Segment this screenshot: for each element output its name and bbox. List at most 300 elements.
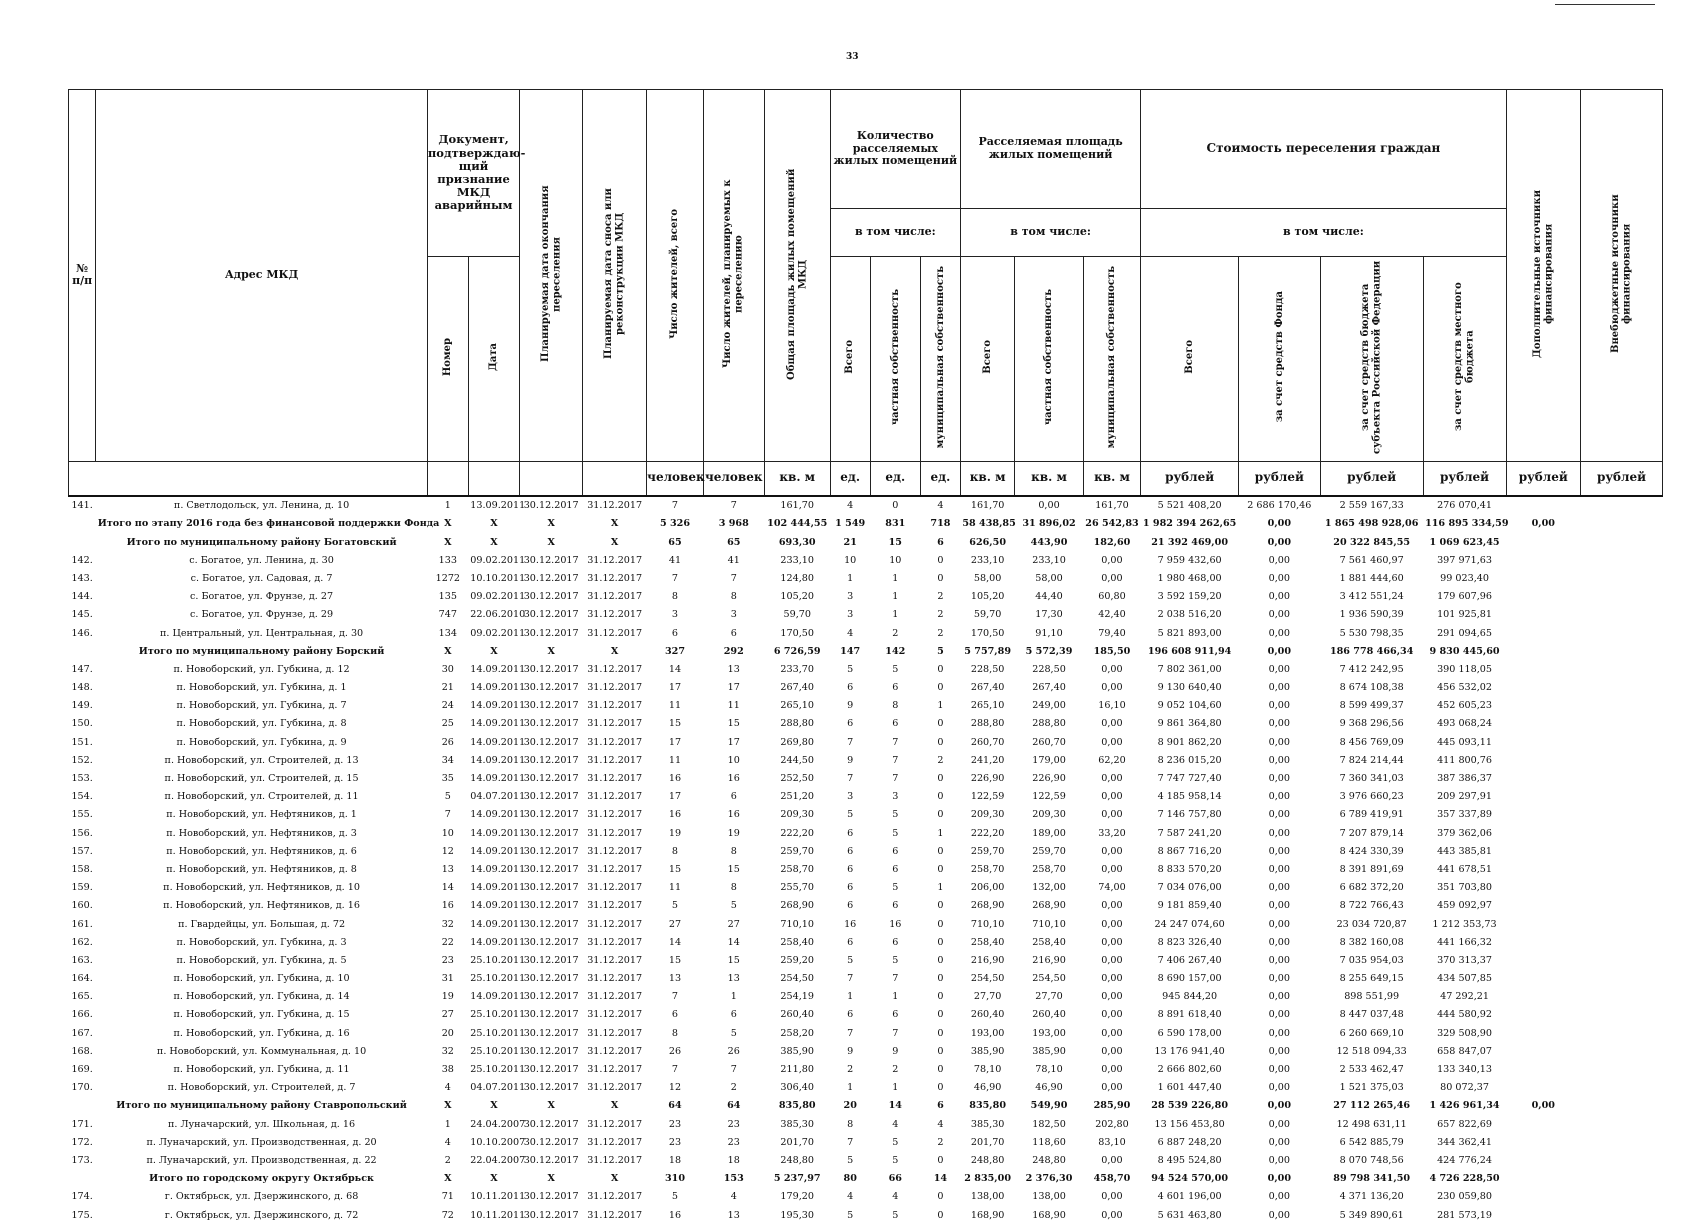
cell-r-mu: 0 [937, 1027, 944, 1039]
cell-dem: 31.12.2017 [587, 791, 643, 803]
cell-end: 30.12.2017 [523, 572, 579, 584]
cell-a-all: 258,40 [970, 936, 1005, 948]
cell-r-pr: 6 [892, 863, 899, 875]
cell-c-all: 6 887 248,20 [1157, 1136, 1222, 1148]
cell-c-off [1581, 1024, 1663, 1042]
cell-c-fund: 0,00 [1268, 1118, 1291, 1130]
cell-a-mu: 60,80 [1098, 591, 1126, 603]
cell-dem: 31.12.2017 [587, 1118, 643, 1130]
cell-end: 30.12.2017 [523, 863, 579, 875]
cell-a-pr: 216,90 [1032, 954, 1066, 966]
cell-a-pr: 260,40 [1032, 1009, 1066, 1021]
table-row [69, 879, 1663, 897]
cell-c-loc: 4 726 228,50 [1429, 1173, 1500, 1185]
cell-c-off [1581, 569, 1663, 587]
address-cell: п. Гвардейцы, ул. Большая, д. 72 [178, 918, 346, 930]
cell-a-mu: 182,60 [1093, 536, 1131, 548]
cell-c-off [1581, 897, 1663, 915]
cell-date: 22.04.2007 [470, 1154, 526, 1166]
cell-a-pr: 258,40 [1032, 936, 1066, 948]
cell-c-off [1581, 1115, 1663, 1133]
cell-r-mu: 0 [937, 682, 944, 694]
table-row [69, 1115, 1663, 1133]
cell-c-loc: 434 507,85 [1437, 973, 1493, 985]
cell-res: 17 [668, 791, 682, 803]
cell-a-mu: 202,80 [1095, 1118, 1129, 1130]
cell-a-all: 254,50 [970, 973, 1005, 985]
cell-r-all: 7 [847, 773, 854, 785]
cell-a-all: 78,10 [973, 1064, 1002, 1076]
cell-c-all: 196 608 911,94 [1147, 645, 1232, 657]
row-number: 160. [71, 900, 93, 912]
cell-r-all: 80 [843, 1173, 857, 1185]
cell-r-mu: 0 [937, 1009, 944, 1021]
cell-c-loc: 1 069 623,45 [1429, 536, 1500, 548]
cell-c-add [1506, 842, 1581, 860]
cell-dem: 31.12.2017 [587, 663, 643, 675]
row-number: 153. [71, 773, 93, 785]
cell-dem: 31.12.2017 [587, 882, 643, 894]
unit-cell: ед. [870, 461, 920, 496]
cell-res: 15 [668, 863, 682, 875]
subtotal-label: Итого по муниципальному району Ставропольский [116, 1100, 407, 1112]
cell-c-reg: 8 599 499,37 [1339, 700, 1404, 712]
cell-c-add [1506, 1133, 1581, 1151]
row-number: 166. [71, 1009, 93, 1021]
cell-a-pr: 44,40 [1035, 591, 1063, 603]
cell-area: 269,80 [780, 736, 814, 748]
cell-a-all: 259,70 [970, 845, 1005, 857]
cell-c-loc: 441 678,51 [1437, 863, 1493, 875]
address-cell: п. Новоборский, ул. Губкина, д. 1 [176, 682, 347, 694]
cell-res: 23 [668, 1118, 682, 1130]
address-cell: с. Богатое, ул. Ленина, д. 30 [189, 554, 334, 566]
cell-r-pr: 7 [892, 1027, 899, 1039]
cell-c-off [1581, 1060, 1663, 1078]
table-row [69, 1042, 1663, 1060]
subtotal-label: Итого по муниципальному району Богатовский [126, 536, 397, 548]
cell-res: 14 [668, 936, 682, 948]
cell-end: 30.12.2017 [523, 773, 579, 785]
cell-a-all: 122,59 [970, 791, 1005, 803]
cell-c-loc: 390 118,05 [1437, 663, 1493, 675]
col-total-area-header: Общая площадь жилых помещений МКД [764, 90, 830, 462]
cell-c-fund: 0,00 [1268, 718, 1291, 730]
cell-dem: 31.12.2017 [587, 682, 643, 694]
unit-cell: кв. м [764, 461, 830, 496]
cell-date: X [490, 1100, 498, 1112]
cell-c-fund: 0,00 [1268, 845, 1291, 857]
cell-plan: 17 [727, 736, 740, 748]
table-row [69, 1188, 1663, 1206]
row-number: 154. [71, 791, 93, 803]
cell-plan: 41 [727, 554, 740, 566]
address-cell: с. Богатое, ул. Фрунзе, д. 27 [190, 591, 334, 603]
cell-c-all: 7 959 432,60 [1157, 554, 1222, 566]
cell-r-pr: 1 [892, 591, 899, 603]
unit-cell: рублей [1238, 461, 1320, 496]
subtotal-row [69, 642, 1663, 660]
cell-c-off [1581, 988, 1663, 1006]
cell-c-off [1581, 697, 1663, 715]
cell-a-pr: 189,00 [1032, 827, 1066, 839]
table-row [69, 915, 1663, 933]
cell-area: 710,10 [780, 918, 814, 930]
cell-c-all: 9 130 640,40 [1157, 682, 1222, 694]
cell-r-all: 6 [847, 1009, 854, 1021]
cell-a-mu: 74,00 [1098, 882, 1126, 894]
cell-c-all: 8 236 015,20 [1157, 754, 1222, 766]
cell-a-pr: 168,90 [1032, 1209, 1066, 1221]
row-number: 149. [71, 700, 93, 712]
cell-end: X [547, 536, 555, 548]
cell-dem: 31.12.2017 [587, 954, 643, 966]
cell-dem: 31.12.2017 [587, 627, 643, 639]
cell-res: 5 [671, 900, 679, 912]
col-cost-local-header: за счет средств местного бюджета [1423, 257, 1506, 462]
cell-c-fund: 0,00 [1268, 663, 1291, 675]
cell-c-add [1506, 642, 1581, 660]
cell-r-pr: 5 [892, 1136, 899, 1148]
cell-dem: 31.12.2017 [587, 736, 643, 748]
cell-a-all: 46,90 [973, 1082, 1002, 1094]
cell-r-mu: 0 [937, 809, 944, 821]
cell-c-off [1581, 606, 1663, 624]
cell-r-all: 7 [847, 1136, 854, 1148]
cell-a-all: 2 835,00 [964, 1173, 1011, 1185]
cell-r-pr: 5 [892, 663, 899, 675]
cell-r-all: 6 [847, 827, 854, 839]
cell-a-mu: 0,00 [1101, 773, 1123, 785]
cell-end: 30.12.2017 [523, 754, 579, 766]
cell-c-all: 9 181 859,40 [1157, 900, 1222, 912]
cell-plan: 8 [730, 845, 737, 857]
cell-a-all: 835,80 [969, 1100, 1006, 1112]
cell-c-fund: 0,00 [1268, 1154, 1291, 1166]
subtotal-label: Итого по этапу 2016 года без финансовой поддержки Фонда [97, 518, 440, 530]
cell-dem: 31.12.2017 [587, 572, 643, 584]
row-number: 148. [71, 682, 93, 694]
cell-c-add [1506, 1188, 1581, 1206]
cell-dem: 31.12.2017 [587, 1136, 643, 1148]
col-cost-fund-header: за счет средств Фонда [1238, 257, 1320, 462]
cell-res: 7 [671, 572, 679, 584]
cell-r-pr: 6 [892, 718, 899, 730]
cell-a-mu: 42,40 [1098, 609, 1126, 621]
cell-c-off [1581, 660, 1663, 678]
cell-area: 265,10 [780, 700, 814, 712]
cell-area: 258,70 [780, 863, 814, 875]
cell-res: 310 [664, 1173, 685, 1185]
cell-c-loc: 357 337,89 [1437, 809, 1493, 821]
cell-c-add [1506, 1060, 1581, 1078]
cell-r-mu: 0 [937, 572, 944, 584]
cell-area: 195,30 [780, 1209, 814, 1221]
cell-a-mu: 0,00 [1101, 954, 1123, 966]
address-cell: п. Новоборский, ул. Губкина, д. 14 [173, 991, 350, 1003]
address-cell: п. Новоборский, ул. Нефтяников, д. 1 [166, 809, 357, 821]
cell-c-off [1581, 496, 1663, 515]
cell-c-loc: 441 166,32 [1437, 936, 1493, 948]
cell-a-all: 161,70 [970, 500, 1005, 512]
cell-date: 14.09.2011 [470, 773, 526, 785]
row-number [69, 1097, 96, 1115]
cell-area: 254,50 [780, 973, 814, 985]
cell-date: 14.09.2011 [470, 809, 526, 821]
cell-r-pr: 5 [892, 882, 899, 894]
cell-res: 7 [671, 1064, 679, 1076]
cell-r-pr: 5 [892, 1154, 899, 1166]
unit-cell: рублей [1581, 461, 1663, 496]
row-number: 152. [71, 754, 93, 766]
page-number: 33 [846, 52, 859, 62]
table-row [69, 933, 1663, 951]
cell-area: 693,30 [778, 536, 816, 548]
cell-end: 30.12.2017 [523, 736, 579, 748]
cell-a-pr: 549,90 [1030, 1100, 1068, 1112]
cell-area: 258,20 [780, 1027, 814, 1039]
cell-area: 233,10 [780, 554, 814, 566]
cell-a-mu: 0,00 [1101, 1209, 1123, 1221]
cell-c-all: 7 587 241,20 [1157, 827, 1222, 839]
cell-plan: 19 [727, 827, 740, 839]
cell-c-loc: 116 895 334,59 [1425, 518, 1509, 530]
cell-end: 30.12.2017 [523, 627, 579, 639]
cell-a-pr: 138,00 [1032, 1191, 1066, 1203]
cell-a-pr: 182,50 [1032, 1118, 1066, 1130]
cell-dem: 31.12.2017 [587, 718, 643, 730]
cell-r-mu: 0 [937, 791, 944, 803]
cell-plan: 23 [727, 1118, 740, 1130]
unit-cell: человек [647, 461, 704, 496]
cell-r-mu: 0 [937, 936, 944, 948]
table-row [69, 606, 1663, 624]
cell-c-all: 5 631 463,80 [1157, 1209, 1222, 1221]
cell-r-pr: 8 [892, 700, 899, 712]
unit-cell: кв. м [1083, 461, 1141, 496]
table-row [69, 588, 1663, 606]
cell-r-all: 3 [847, 609, 854, 621]
cell-c-reg: 6 542 885,79 [1339, 1136, 1404, 1148]
cell-r-mu: 4 [937, 1118, 944, 1130]
cell-end: 30.12.2017 [523, 1045, 579, 1057]
cell-c-reg: 27 112 265,46 [1333, 1100, 1411, 1112]
cell-date: 14.09.2011 [470, 663, 526, 675]
cell-r-pr: 7 [892, 973, 899, 985]
cell-num: 4 [444, 1136, 451, 1148]
cell-dem: 31.12.2017 [587, 845, 643, 857]
address-cell: п. Новоборский, ул. Губкина, д. 16 [173, 1027, 350, 1039]
cell-c-reg: 7 412 242,95 [1339, 663, 1404, 675]
cell-r-mu: 0 [937, 554, 944, 566]
cell-plan: 4 [730, 1191, 737, 1203]
address-cell: п. Луначарский, ул. Производственная, д. 22 [146, 1154, 377, 1166]
cell-c-loc: 657 822,69 [1437, 1118, 1493, 1130]
cell-c-add [1506, 1115, 1581, 1133]
unit-cell: ед. [830, 461, 870, 496]
cell-r-all: 10 [844, 554, 857, 566]
cell-area: 233,70 [780, 663, 814, 675]
cell-res: 8 [671, 845, 679, 857]
cell-c-all: 9 052 104,60 [1157, 700, 1222, 712]
cell-res: 16 [668, 773, 682, 785]
cell-area: 201,70 [780, 1136, 814, 1148]
cell-c-all: 9 861 364,80 [1157, 718, 1222, 730]
row-number: 163. [71, 954, 93, 966]
row-number: 144. [71, 591, 93, 603]
cell-c-add [1506, 769, 1581, 787]
row-number: 143. [71, 572, 93, 584]
cell-date: 14.09.2011 [470, 682, 526, 694]
cell-num: 10 [441, 827, 454, 839]
cell-a-pr: 17,30 [1035, 609, 1063, 621]
table-row [69, 551, 1663, 569]
cell-r-all: 5 [847, 954, 854, 966]
col-offbudget-sources-header: Внебюджетные источники финансирования [1581, 90, 1663, 462]
col-planned-demolition-header: Планируемая дата сноса или реконструкции МКД [583, 90, 647, 462]
cell-date: X [490, 536, 498, 548]
cell-date: 14.09.2011 [470, 754, 526, 766]
cell-c-off [1581, 642, 1663, 660]
col-extra-sources-header: Дополнительные источники финансирования [1506, 90, 1581, 462]
row-number: 170. [71, 1082, 93, 1094]
cell-plan: 26 [727, 1045, 740, 1057]
cell-r-all: 5 [847, 1209, 854, 1221]
cell-r-all: 147 [840, 645, 861, 657]
cell-c-add [1506, 1079, 1581, 1097]
cell-c-all: 7 747 727,40 [1157, 773, 1222, 785]
cell-plan: 17 [727, 682, 740, 694]
col-area-total-header: Всего [960, 257, 1015, 462]
cell-plan: 3 968 [718, 518, 749, 530]
cell-a-all: 105,20 [970, 591, 1005, 603]
cell-r-all: 4 [847, 500, 854, 512]
cell-c-add [1506, 1151, 1581, 1169]
cell-area: 102 444,55 [767, 518, 828, 530]
cell-r-all: 6 [847, 863, 854, 875]
cell-c-add [1506, 915, 1581, 933]
cell-plan: 6 [730, 627, 737, 639]
cell-c-loc: 379 362,06 [1437, 827, 1493, 839]
cell-a-pr: 385,90 [1032, 1045, 1066, 1057]
cell-res: 18 [668, 1154, 682, 1166]
cell-c-loc: 99 023,40 [1440, 572, 1489, 584]
cell-date: 14.09.2011 [470, 718, 526, 730]
address-cell: п. Новоборский, ул. Губкина, д. 12 [173, 663, 350, 675]
col-area-including: в том числе: [960, 209, 1140, 257]
cell-r-pr: 1 [892, 1082, 899, 1094]
cell-res: 26 [668, 1045, 682, 1057]
cell-plan: 23 [727, 1136, 740, 1148]
cell-a-all: 170,50 [970, 627, 1005, 639]
cell-c-loc: 133 340,13 [1437, 1064, 1493, 1076]
cell-date: 14.09.2011 [470, 863, 526, 875]
cell-area: 5 237,97 [773, 1173, 821, 1185]
cell-c-loc: 276 070,41 [1437, 500, 1493, 512]
cell-c-add [1506, 933, 1581, 951]
unit-cell: ед. [920, 461, 960, 496]
cell-end: 30.12.2017 [523, 827, 579, 839]
cell-plan: 13 [727, 663, 740, 675]
cell-c-reg: 2 533 462,47 [1339, 1064, 1404, 1076]
cell-a-all: 241,20 [970, 754, 1005, 766]
cell-end: 30.12.2017 [523, 845, 579, 857]
cell-c-off [1581, 1097, 1663, 1115]
cell-c-reg: 1 865 498 928,06 [1324, 518, 1419, 530]
cell-r-all: 20 [843, 1100, 857, 1112]
cell-c-off [1581, 624, 1663, 642]
cell-a-all: 5 757,89 [964, 645, 1011, 657]
cell-a-pr: 226,90 [1032, 773, 1066, 785]
cell-area: 124,80 [780, 572, 814, 584]
cell-date: 14.09.2011 [470, 882, 526, 894]
cell-a-all: 201,70 [970, 1136, 1005, 1148]
subtotal-label: Итого по муниципальному району Борский [138, 645, 385, 657]
cell-area: 260,40 [780, 1009, 814, 1021]
cell-c-reg: 6 682 372,20 [1339, 882, 1404, 894]
cell-a-pr: 254,50 [1032, 973, 1066, 985]
address-cell: п. Новоборский, ул. Строителей, д. 15 [164, 773, 359, 785]
cell-plan: 15 [727, 718, 740, 730]
row-number: 174. [71, 1191, 93, 1203]
cell-res: 327 [664, 645, 685, 657]
cell-c-loc: 411 800,76 [1437, 754, 1493, 766]
cell-c-reg: 9 368 296,56 [1339, 718, 1404, 730]
cell-r-mu: 0 [937, 1045, 944, 1057]
cell-area: 6 726,59 [773, 645, 821, 657]
cell-c-add [1506, 951, 1581, 969]
cell-c-reg: 20 322 845,55 [1333, 536, 1411, 548]
cell-a-pr: 209,30 [1032, 809, 1066, 821]
cell-c-loc: 459 092,97 [1437, 900, 1493, 912]
cell-r-all: 6 [847, 682, 854, 694]
cell-date: 10.11.2011 [470, 1209, 526, 1221]
cell-c-loc: 1 426 961,34 [1429, 1100, 1500, 1112]
cell-c-add [1506, 533, 1581, 551]
address-cell: п. Новоборский, ул. Строителей, д. 13 [164, 754, 359, 766]
cell-c-loc: 452 605,23 [1437, 700, 1493, 712]
unit-cell: рублей [1320, 461, 1423, 496]
table-row [69, 1079, 1663, 1097]
cell-c-loc: 9 830 445,60 [1429, 645, 1500, 657]
row-number: 164. [71, 973, 93, 985]
cell-num: 38 [441, 1064, 454, 1076]
cell-a-pr: 260,70 [1032, 736, 1066, 748]
cell-r-mu: 2 [937, 754, 944, 766]
cell-c-fund: 0,00 [1268, 1136, 1291, 1148]
cell-num: 134 [438, 627, 457, 639]
row-number: 168. [71, 1045, 93, 1057]
address-cell: п. Луначарский, ул. Производственная, д. 20 [146, 1136, 377, 1148]
cell-date: 25.10.2011 [470, 1045, 526, 1057]
row-number [69, 1170, 96, 1188]
cell-c-off [1581, 1133, 1663, 1151]
col-cost-group: Стоимость переселения граждан [1141, 90, 1506, 209]
cell-c-off [1581, 788, 1663, 806]
cell-c-reg: 8 070 748,56 [1339, 1154, 1404, 1166]
row-number: 156. [71, 827, 93, 839]
cell-date: 24.04.2007 [470, 1118, 526, 1130]
cell-r-all: 21 [843, 536, 857, 548]
cell-a-all: 206,00 [970, 882, 1005, 894]
cell-num: 4 [444, 1082, 451, 1094]
cell-end: 30.12.2017 [523, 1191, 579, 1203]
cell-c-reg: 12 498 631,11 [1336, 1118, 1407, 1130]
cell-c-all: 28 539 226,80 [1151, 1100, 1228, 1112]
cell-c-add [1506, 824, 1581, 842]
units-row [69, 461, 1663, 496]
cell-c-loc: 101 925,81 [1437, 609, 1493, 621]
